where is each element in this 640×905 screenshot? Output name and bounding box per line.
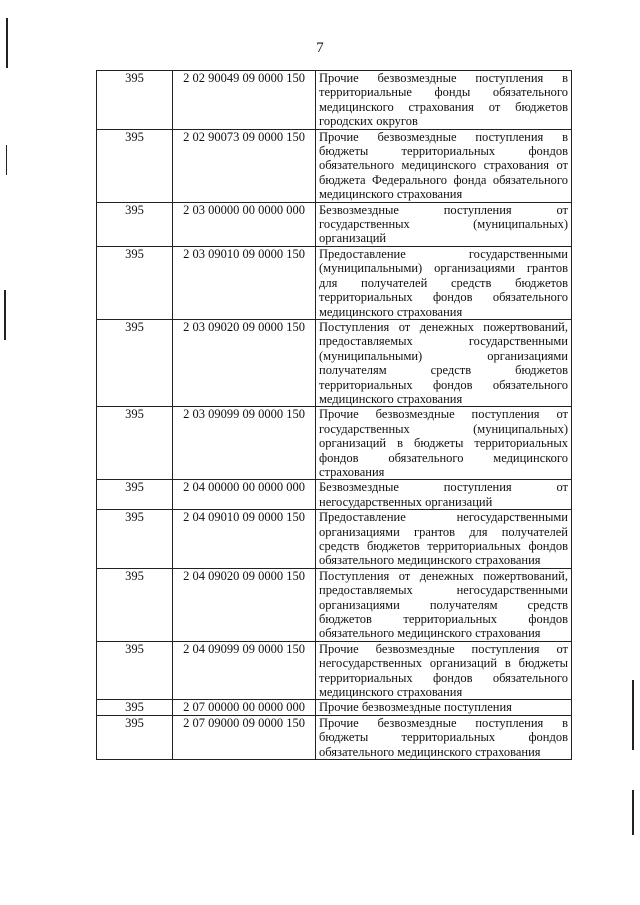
- table-row: [97, 715, 572, 759]
- admin-code-cell: 395: [97, 246, 173, 319]
- table-row: [97, 202, 572, 246]
- budget-code-cell: 2 07 00000 00 0000 000: [173, 700, 316, 715]
- budget-code-cell: 2 02 90073 09 0000 150: [173, 129, 316, 202]
- admin-code-cell: 395: [97, 319, 173, 406]
- revenue-name-cell: Прочие безвозмездные поступления в бюджеты территориальных фондов обязательного медицинского страхования от бюджета Федерального фонда обязательного медицинского страхования: [316, 129, 572, 202]
- table-row: [97, 71, 572, 130]
- revenue-name-cell: Безвозмездные поступления от негосударственных организаций: [316, 480, 572, 510]
- revenue-name-cell: Прочие безвозмездные поступления от негосударственных организаций в бюджеты территориальных фондов обязательного медицинского страхования: [316, 641, 572, 700]
- scan-edge-mark: [632, 790, 634, 835]
- admin-code-cell: 395: [97, 407, 173, 480]
- budget-codes-table-body: [97, 71, 572, 760]
- budget-code-cell: 2 04 09020 09 0000 150: [173, 568, 316, 641]
- budget-code-cell: 2 03 09010 09 0000 150: [173, 246, 316, 319]
- admin-code-cell: 395: [97, 700, 173, 715]
- table-row: [97, 480, 572, 510]
- revenue-name-cell: Поступления от денежных пожертвований, предоставляемых государственными (муниципальными) организациями получателям средств бюджетов территориальных фондов обязательного медицинского страхования: [316, 319, 572, 406]
- revenue-name-cell: Прочие безвозмездные поступления от государственных (муниципальных) организаций в бюджеты территориальных фондов обязательного медицинского страхования: [316, 407, 572, 480]
- scan-edge-mark: [632, 680, 634, 750]
- table-row: [97, 129, 572, 202]
- revenue-name-cell: Поступления от денежных пожертвований, предоставляемых негосударственными организациями получателям средств бюджетов территориальных фондов обязательного медицинского страхования: [316, 568, 572, 641]
- admin-code-cell: 395: [97, 641, 173, 700]
- admin-code-cell: 395: [97, 71, 173, 130]
- budget-code-cell: 2 04 00000 00 0000 000: [173, 480, 316, 510]
- scan-edge-mark: [6, 145, 7, 175]
- revenue-name-cell: Прочие безвозмездные поступления: [316, 700, 572, 715]
- budget-code-cell: 2 03 00000 00 0000 000: [173, 202, 316, 246]
- admin-code-cell: 395: [97, 202, 173, 246]
- scan-edge-mark: [4, 290, 6, 340]
- budget-code-cell: 2 03 09020 09 0000 150: [173, 319, 316, 406]
- budget-code-cell: 2 02 90049 09 0000 150: [173, 71, 316, 130]
- budget-code-cell: 2 03 09099 09 0000 150: [173, 407, 316, 480]
- revenue-name-cell: Прочие безвозмездные поступления в бюджеты территориальных фондов обязательного медицинского страхования: [316, 715, 572, 759]
- revenue-name-cell: Предоставление негосударственными организациями грантов для получателей средств бюджетов территориальных фондов обязательного медицинского страхования: [316, 510, 572, 569]
- table-row: [97, 510, 572, 569]
- table-row: [97, 246, 572, 319]
- page-number: 7: [316, 40, 324, 56]
- table-row: [97, 641, 572, 700]
- table-row: [97, 568, 572, 641]
- table-row: [97, 319, 572, 406]
- budget-codes-table: [96, 70, 572, 760]
- budget-code-cell: 2 07 09000 09 0000 150: [173, 715, 316, 759]
- budget-code-cell: 2 04 09099 09 0000 150: [173, 641, 316, 700]
- admin-code-cell: 395: [97, 568, 173, 641]
- table-row: [97, 407, 572, 480]
- revenue-name-cell: Прочие безвозмездные поступления в территориальные фонды обязательного медицинского страхования от бюджетов городских округов: [316, 71, 572, 130]
- admin-code-cell: 395: [97, 129, 173, 202]
- admin-code-cell: 395: [97, 510, 173, 569]
- table-row: [97, 700, 572, 715]
- admin-code-cell: 395: [97, 480, 173, 510]
- revenue-name-cell: Безвозмездные поступления от государственных (муниципальных) организаций: [316, 202, 572, 246]
- budget-code-cell: 2 04 09010 09 0000 150: [173, 510, 316, 569]
- admin-code-cell: 395: [97, 715, 173, 759]
- revenue-name-cell: Предоставление государственными (муниципальными) организациями грантов для получателей средств бюджетов территориальных фондов обязательного медицинского страхования: [316, 246, 572, 319]
